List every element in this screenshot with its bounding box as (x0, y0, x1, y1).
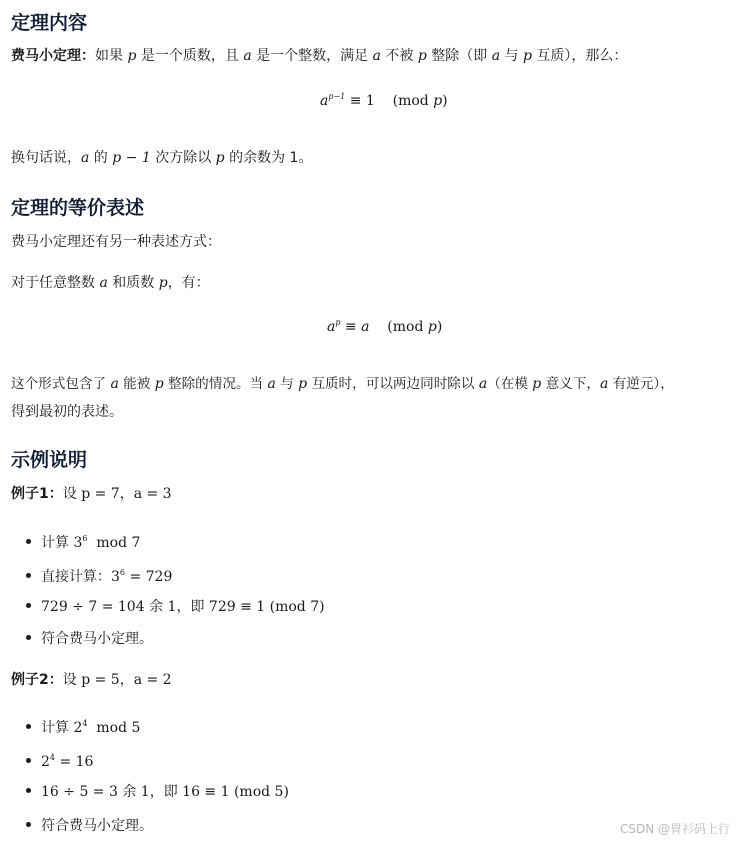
section-title-equivalent: 定理的等价表述 (11, 197, 145, 219)
math-num: 3 (73, 535, 83, 551)
list-item (26, 714, 140, 738)
example2-header (11, 670, 172, 690)
bullet-icon (26, 822, 31, 827)
text: （在模 (487, 376, 533, 392)
watermark: CSDN @胃衫码上行 (619, 822, 730, 836)
example1-header (11, 484, 172, 504)
text: 余 (117, 784, 141, 800)
list-item (26, 563, 172, 587)
math-num: 2 (73, 720, 83, 736)
math-expr: p = 7 (81, 486, 120, 502)
list-item (26, 529, 140, 553)
text: 与 (500, 48, 523, 64)
exponent: p (335, 318, 341, 327)
math-var: a (81, 150, 90, 166)
math-expr: 16 ÷ 5 = 3 (41, 784, 118, 800)
math-var: a (267, 376, 276, 392)
math-text: = 729 (125, 569, 173, 585)
list-item (26, 816, 153, 836)
text: 换句话说， (11, 150, 81, 166)
math-var: a (110, 376, 119, 392)
math-expr: 729 ÷ 7 = 104 (41, 599, 145, 615)
list-item (26, 782, 289, 802)
text: 的 (89, 150, 113, 166)
text: 如果 (95, 48, 128, 64)
text: 次方除以 (150, 150, 216, 166)
math-var: a (478, 376, 488, 392)
text: 对于任意整数 (11, 275, 100, 291)
equivalent-intro: 费马小定理还有另一种表述方式： (11, 234, 221, 250)
math-var: a (243, 48, 252, 64)
exponent: p−1 (328, 92, 346, 101)
math-var: p (532, 376, 542, 392)
math-var: a (320, 93, 329, 109)
theorem-statement (11, 46, 627, 66)
restatement (11, 148, 312, 168)
math-var: p (158, 275, 168, 291)
list-item (26, 597, 325, 617)
math-text: (mod (369, 319, 428, 335)
text: 计算 (41, 535, 74, 551)
math-num: 3 (111, 569, 120, 585)
math-text: ) (436, 319, 443, 335)
math-var: p (154, 376, 164, 392)
math-var: p (215, 150, 225, 166)
math-var: p (433, 93, 443, 109)
exponent: 6 (119, 568, 126, 577)
text: 的余数为 1。 (224, 150, 313, 166)
text: 能被 (118, 376, 155, 392)
math-num: 2 (41, 754, 50, 770)
theorem-label: 费马小定理： (11, 48, 95, 64)
bullet-icon (26, 573, 31, 578)
text: 意义下， (541, 376, 600, 392)
bullet-icon (26, 635, 31, 640)
text: 整除的情况。当 (163, 376, 268, 392)
section-title-theorem: 定理内容 (11, 12, 88, 34)
math-text: ≡ (340, 319, 362, 335)
math-text: = 16 (55, 754, 94, 770)
text: ，即 (149, 784, 183, 800)
math-expr: p − 1 (112, 150, 151, 166)
math-var: p (417, 48, 427, 64)
equivalent-condition (11, 273, 210, 293)
text: ，即 (176, 599, 209, 615)
math-num: 1 (140, 784, 150, 800)
text: 整除（即 (426, 48, 492, 64)
math-expr: 16 ≡ 1 (mod 5) (182, 784, 289, 800)
text: ， (119, 672, 134, 688)
math-text: ) (442, 93, 448, 109)
math-expr: a = 3 (133, 486, 172, 502)
text: 余 (144, 599, 168, 615)
math-num: 1 (167, 599, 177, 615)
bullet-icon (26, 603, 31, 608)
math-var: p (427, 319, 437, 335)
equation-equivalent (327, 318, 442, 335)
text: 符合费马小定理。 (41, 818, 153, 834)
example-label: 例子1： (11, 486, 63, 502)
text: 设 (62, 486, 82, 502)
text: 计算 (41, 720, 74, 736)
math-var: a (599, 376, 609, 392)
bullet-icon (26, 724, 31, 729)
text: 是一个质数，且 (136, 48, 244, 64)
text: 符合费马小定理。 (41, 631, 153, 647)
equivalent-explanation (11, 374, 674, 394)
text: 这个形式包含了 (11, 376, 111, 392)
text: 互质），那么： (531, 48, 628, 64)
math-var: p (298, 376, 308, 392)
bullet-icon (26, 539, 31, 544)
text: 与 (275, 376, 299, 392)
math-var: a (99, 275, 108, 291)
math-expr: a = 2 (133, 672, 172, 688)
math-expr: p = 5 (81, 672, 120, 688)
list-item (26, 629, 153, 649)
text: 是一个整数，满足 (251, 48, 373, 64)
math-var: a (491, 48, 501, 64)
exponent: 4 (82, 719, 88, 728)
equation-fermat (320, 92, 448, 109)
bullet-icon (26, 788, 31, 793)
math-var: a (327, 319, 336, 335)
math-text: mod 7 (87, 535, 141, 551)
bullet-icon (26, 758, 31, 763)
text: 互质时，可以两边同时除以 (307, 376, 479, 392)
text: 和质数 (107, 275, 159, 291)
math-var: a (372, 48, 381, 64)
math-var: p (523, 48, 532, 64)
text: 不被 (380, 48, 418, 64)
example-label: 例子2： (11, 672, 63, 688)
math-text: ≡ 1 (mod (345, 93, 434, 109)
list-item (26, 748, 93, 772)
math-expr: 729 ≡ 1 (mod 7) (208, 599, 325, 615)
math-var: a (361, 319, 370, 335)
section-title-examples: 示例说明 (11, 449, 88, 471)
exponent: 4 (49, 753, 56, 762)
math-var: p (127, 48, 137, 64)
math-text: mod 5 (87, 720, 141, 736)
text: ， (119, 486, 134, 502)
text: 直接计算： (41, 569, 111, 585)
exponent: 6 (82, 534, 88, 543)
text: ，有： (167, 275, 210, 291)
text: 设 (62, 672, 82, 688)
text: 有逆元）， (608, 376, 674, 392)
equivalent-explanation-line2: 得到最初的表述。 (11, 404, 123, 420)
